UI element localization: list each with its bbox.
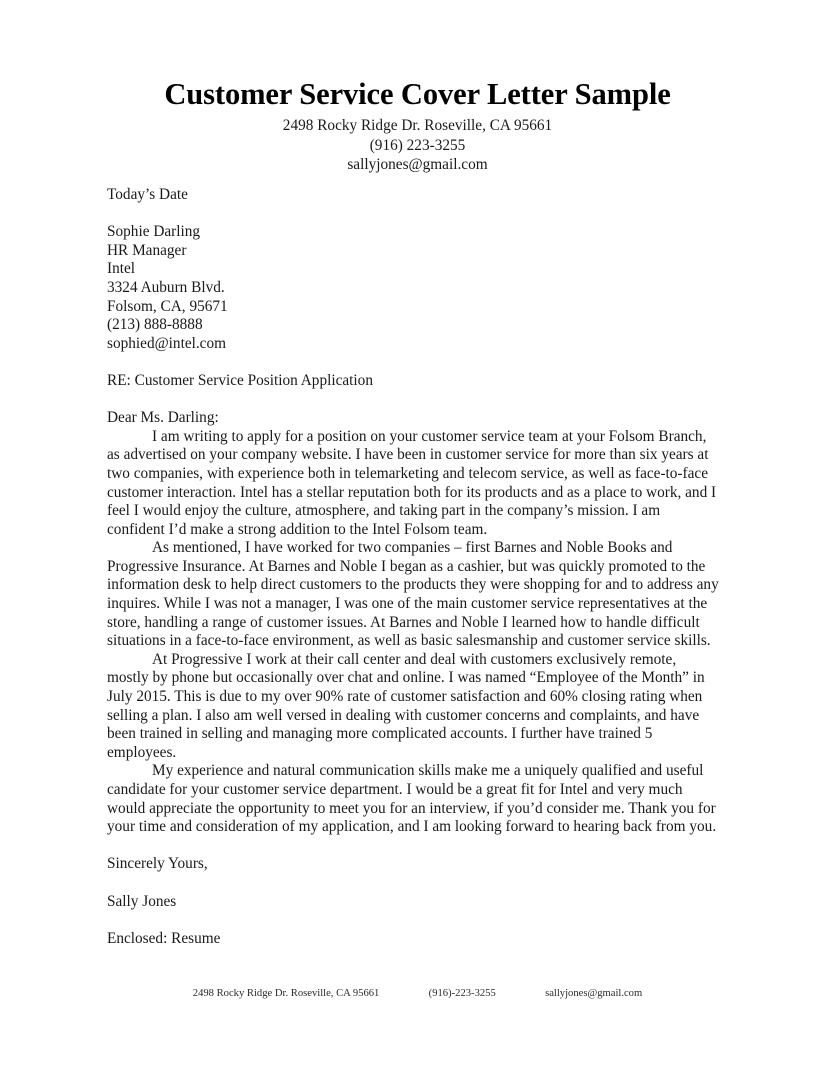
letterhead: [0, 78, 835, 175]
letterhead-phone: (916) 223-3255: [369, 136, 466, 154]
recipient-street: 3324 Auburn Blvd.: [107, 278, 225, 296]
recipient-city-state-zip: Folsom, CA, 95671: [107, 297, 228, 315]
sign-off: Sincerely Yours,: [107, 855, 208, 873]
letterhead-address: 2498 Rocky Ridge Dr. Roseville, CA 95661: [282, 117, 553, 135]
recipient-address-block: [107, 223, 721, 353]
spacer: [107, 205, 721, 224]
recipient-company: Intel: [107, 260, 136, 278]
spacer: [107, 353, 721, 372]
recipient-name: Sophie Darling: [107, 223, 201, 241]
recipient-email: sophied@intel.com: [107, 334, 227, 352]
sender-name: Sally Jones: [107, 892, 177, 910]
spacer: [107, 874, 721, 893]
footer-email: sallyjones@gmail.com: [545, 988, 643, 999]
paragraph: At Progressive I work at their call center and deal with customers exclusively remote, mostly by phone but occasionally over chat and online. I was named “Employee of the Month” in July 2015. This is due to my over 90% rate of customer satisfaction and 60% closing rating when selling a plan. I also am well versed in dealing with customer concerns and complaints, and have been trained in selling and managing more complicated accounts. I further have trained 5 employees.: [107, 650, 705, 761]
footer-phone: (916)-223-3255: [428, 988, 496, 999]
date-line: Today’s Date: [107, 186, 188, 203]
spacer: [107, 391, 721, 410]
recipient-phone: (213) 888-8888: [107, 316, 203, 334]
recipient-job-title: HR Manager: [107, 241, 187, 259]
paragraph: As mentioned, I have worked for two companies – first Barnes and Noble Books and Progressive Insurance. At Barnes and Noble I began as a cashier, but was quickly promoted to the information desk to help direct customers to the products they were shopping for and to address any inquires. While I was not a manager, I was one of the main customer service representatives at the store, handling a range of customer issues. At Barnes and Noble I learned how to handle difficult situations in a face-to-face environment, as well as basic salesmanship and customer service skills.: [107, 539, 719, 650]
letter-paragraphs: [107, 428, 721, 837]
spacer: [107, 911, 721, 930]
letter-body: [107, 186, 721, 948]
page-title: Customer Service Cover Letter Sample: [164, 77, 671, 111]
footer-contact-row: [193, 988, 642, 999]
paragraph: I am writing to apply for a position on your customer service team at your Folsom Branch, as advertised on your company website. I have been in customer service for more than six years at two companies, with experience both in telemarketing and telecom service, as well as face-to-face customer interaction. Intel has a stellar reputation both for its products and as a place to work, and I feel I would enjoy the culture, atmosphere, and taking part in the company’s mission. I am confident I’d make a strong addition to the Intel Folsom team.: [107, 427, 717, 538]
page-footer: [0, 988, 835, 999]
letterhead-email: sallyjones@gmail.com: [347, 156, 488, 174]
enclosure-note: Enclosed: Resume: [107, 929, 221, 947]
spacer: [107, 837, 721, 856]
paragraph: My experience and natural communication skills make me a uniquely qualified and useful candidate for your customer service department. I would be a great fit for Intel and very much would appreciate the opportunity to meet you for an interview, if you’d consider me. Thank you for your time and consideration of my application, and I am looking forward to hearing back from you.: [107, 762, 717, 836]
salutation: Dear Ms. Darling:: [107, 409, 219, 427]
footer-address: 2498 Rocky Ridge Dr. Roseville, CA 95661: [192, 988, 380, 999]
subject-line: RE: Customer Service Position Application: [107, 371, 373, 389]
